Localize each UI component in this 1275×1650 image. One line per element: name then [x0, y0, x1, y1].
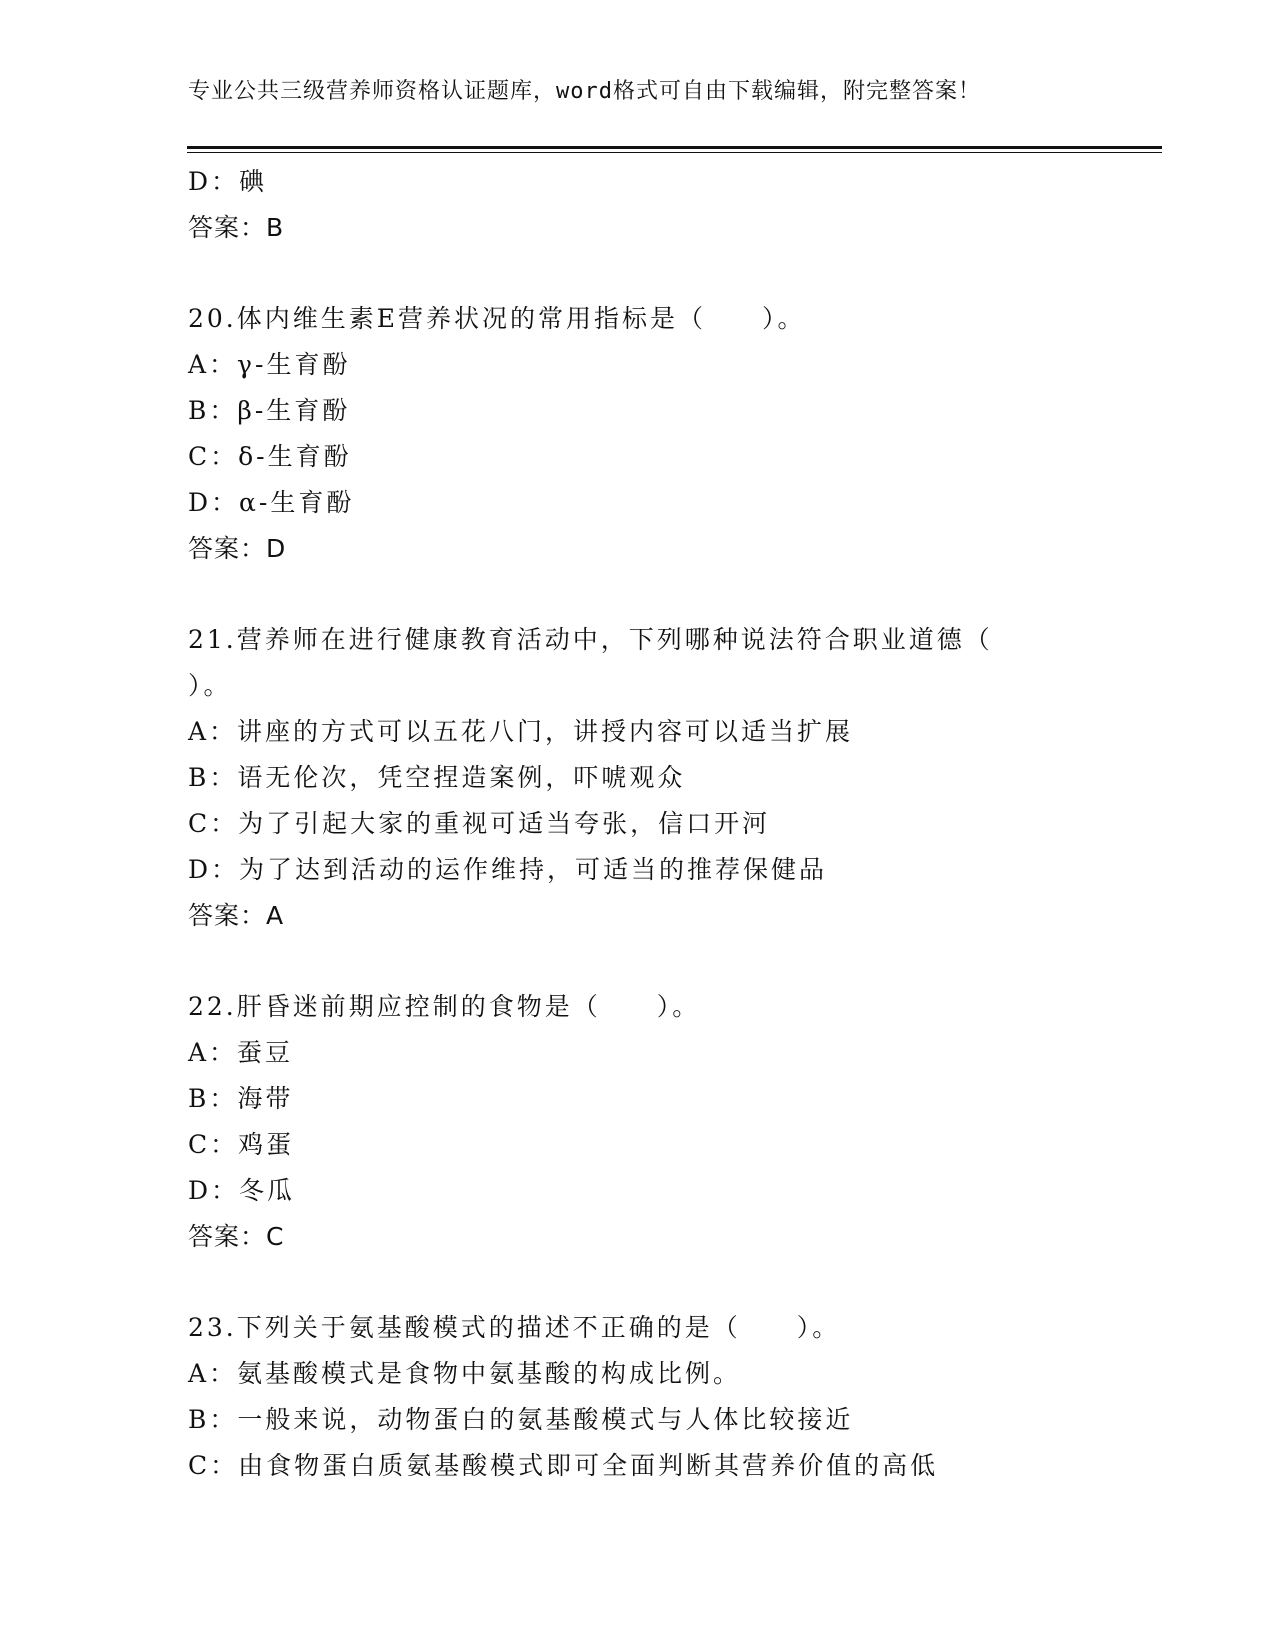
- option-c: C：鸡蛋: [188, 1130, 295, 1159]
- question-stem: 22.肝昏迷前期应控制的食物是（ ）。: [188, 992, 701, 1021]
- question-list: [188, 159, 1118, 1489]
- option-b: B：一般来说，动物蛋白的氨基酸模式与人体比较接近: [188, 1405, 854, 1434]
- header-rule: [187, 146, 1162, 149]
- question-stem: 20.体内维生素E营养状况的常用指标是（ ）。: [188, 304, 806, 333]
- option-c: C：δ-生育酚: [188, 442, 352, 471]
- option-a: A：讲座的方式可以五花八门，讲授内容可以适当扩展: [188, 717, 854, 746]
- option-c: C：由食物蛋白质氨基酸模式即可全面判断其营养价值的高低: [188, 1451, 939, 1480]
- option-a: A：γ-生育酚: [188, 350, 351, 379]
- question-22: [188, 984, 1118, 1260]
- page-header: 专业公共三级营养师资格认证题库，word格式可自由下载编辑，附完整答案！: [188, 79, 981, 104]
- option-d: D：碘: [188, 167, 268, 196]
- option-b: B：语无伦次，凭空捏造案例，吓唬观众: [188, 763, 686, 792]
- option-a: A：氨基酸模式是食物中氨基酸的构成比例。: [188, 1359, 742, 1388]
- answer-line: 答案：D: [188, 534, 287, 563]
- option-d: D：α-生育酚: [188, 488, 355, 517]
- option-a: A：蚕豆: [188, 1038, 294, 1067]
- answer-line: 答案：A: [188, 901, 285, 930]
- question-stem: 23.下列关于氨基酸模式的描述不正确的是（ ）。: [188, 1313, 841, 1342]
- question-23: [188, 1305, 1118, 1489]
- question-stem-continued: ）。: [188, 671, 232, 700]
- option-b: B：海带: [188, 1084, 294, 1113]
- question-stem: 21.营养师在进行健康教育活动中，下列哪种说法符合职业道德（: [188, 625, 993, 654]
- option-d: D：为了达到活动的运作维持，可适当的推荐保健品: [188, 855, 828, 884]
- answer-line: 答案：B: [188, 213, 285, 242]
- header-rule-thin: [187, 152, 1162, 153]
- option-b: B：β-生育酚: [188, 396, 351, 425]
- question-20: [188, 296, 1118, 572]
- answer-line: 答案：C: [188, 1222, 285, 1251]
- option-d: D：冬瓜: [188, 1176, 296, 1205]
- question-21: [188, 617, 1118, 939]
- option-c: C：为了引起大家的重视可适当夸张，信口开河: [188, 809, 771, 838]
